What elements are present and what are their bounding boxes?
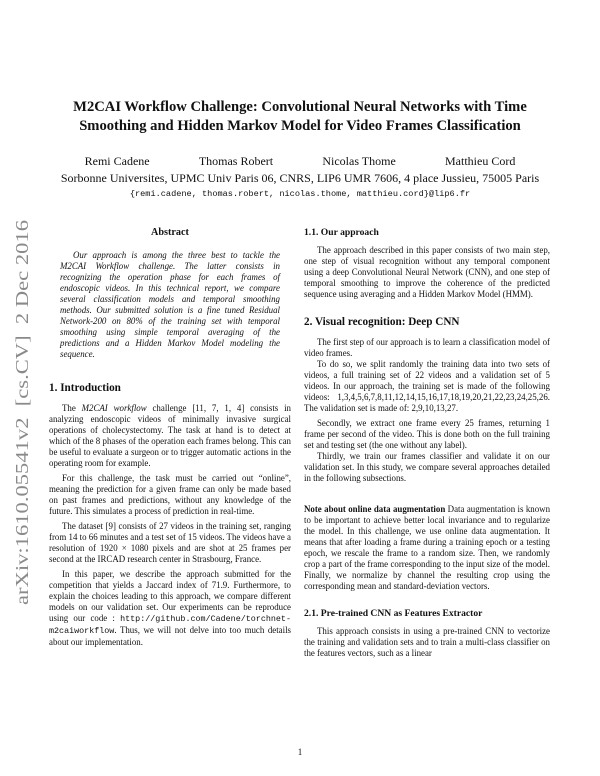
paragraph: For this challenge, the task must be carried out “online”, meaning the prediction for a given frame can only be made based on past frames and predictions, without any knowledge of the future. This simulates a process of prediction in real-time. (49, 473, 291, 516)
code-link[interactable]: http://github.com/Cadene/torchnet-m2caiworkflow (49, 614, 291, 636)
arxiv-stamp (6, 215, 36, 605)
arxiv-identifier: arXiv:1610.05541v2 [cs.CV] 2 Dec 2016 (12, 306, 32, 605)
paragraph: Secondly, we extract one frame every 25 frames, returning 1 frame per second of the video. This is done both on the full training set and testing set (the one without any label). (304, 418, 550, 450)
page-number: 1 (297, 747, 303, 757)
affiliation: Sorbonne Universites, UPMC Univ Paris 06, CNRS, LIP6 UMR 7606, 4 place Jussieu, 75005 Paris (60, 171, 540, 185)
paragraph: The M2CAI workflow challenge [11, 7, 1, 4] consists in analyzing endoscopic videos of minimally invasive surgical operations of cholecystectomy. The task at hand is to detect at which of the 8 phases of the operation each frames belong. This can be useful to evaluate a surgeon or to trigger automatic actions in the operating room for example. (49, 403, 291, 468)
paragraph: The first step of our approach is to learn a classification model of video frames. (304, 337, 550, 358)
paragraph: The approach described in this paper consists of two main step, one step of visual recognition without any temporal component using a deep Convolutional Neural Network (CNN), and one step of temporal smoothing to improve the coherence of the predicted sequence using averaging and a Hidden Markov Model (HMM). (304, 245, 550, 299)
abstract (49, 250, 291, 360)
paragraph: The dataset [9] consists of 27 videos in the training set, ranging from 14 to 66 minutes and a test set of 15 videos. The videos have a resolution of 1920 × 1080 pixels and are shot at 25 frames per second at the IRCAD research center in Strasbourg, France. (49, 521, 291, 564)
paragraph: This approach consists in using a pre-trained CNN to vectorize the training and validation sets and to train a multi-class classifier on the features vectors, such as a linear (304, 626, 550, 658)
section-heading-introduction: 1. Introduction (49, 382, 121, 394)
paragraph: In this paper, we describe the approach submitted for the competition that yields a Jaccard index of 71.9. Furthermore, to explain the choices leading to this approach, we compare different models on our validation set. Our experiments can be reproduce using our code : http://github.com/Cadene/torchnet-m2caiworkflow. Thus, we will not delve into too much details about our implementation. (49, 569, 291, 647)
abstract-heading: Abstract (151, 227, 189, 238)
abstract-text: Our approach is among the three best to tackle the M2CAI Workflow challenge. The latter consists in recognizing the operation phase for each frames of endoscopic videos. In this technical report, we compare several classification models and temporal smoothing methods. Our submitted solution is a fine tuned Residual Network-200 on 80% of the training set with temporal smoothing using simple temporal averaging of the predictions and a Hidden Markov Model modeling the sequence. (60, 250, 280, 359)
right-column (304, 227, 550, 659)
paragraph: To do so, we split randomly the training data into two sets of videos, a full training set of 22 videos and a validation set of 5 videos. In our approach, the training set is made of the following videos: 1,3,4,5,6,7,8,11,12,14,15,16,17,18,19,20,21,22,23,24,25,26. The validation set is made of: 2,9,10,13,27. (304, 359, 550, 413)
author: Matthieu Cord (445, 154, 516, 168)
left-column (49, 227, 291, 648)
author: Thomas Robert (198, 154, 274, 168)
runin-heading: Note about online data augmentation (304, 504, 446, 514)
paper-title: M2CAI Workflow Challenge: Convolutional Neural Networks with Time Smoothing and Hidden Markov Model for Video Frames Classification (73, 99, 527, 134)
paragraph: Note about online data augmentation Data augmentation is known to be important to achieve better local invariance and to regularize the model. In this challenge, we use online data augmentation. It means that after loading a frame during a training epoch or a testing epoch, we rescale the frame to a random size. Then, we randomly crop a part of the frame corresponding to the input size of the model. Finally, we normalize by channel the resulting crop using the corresponding mean and standard-deviation vectors. (304, 504, 551, 591)
author-emails: {remi.cadene, thomas.robert, nicolas.thome, matthieu.cord}@lip6.fr (129, 189, 471, 199)
section-heading-pretrained-cnn: 2.1. Pre-trained CNN as Features Extractor (304, 608, 483, 619)
author: Remi Cadene (84, 154, 150, 168)
author: Nicolas Thome (322, 154, 396, 168)
paragraph: Thirdly, we train our frames classifier and validate it on our validation set. In this study, we compare several approaches detailed in the following subsections. (304, 451, 550, 483)
section-heading-our-approach: 1.1. Our approach (304, 227, 379, 238)
author-list (60, 154, 540, 168)
section-heading-visual-recognition: 2. Visual recognition: Deep CNN (304, 316, 460, 328)
